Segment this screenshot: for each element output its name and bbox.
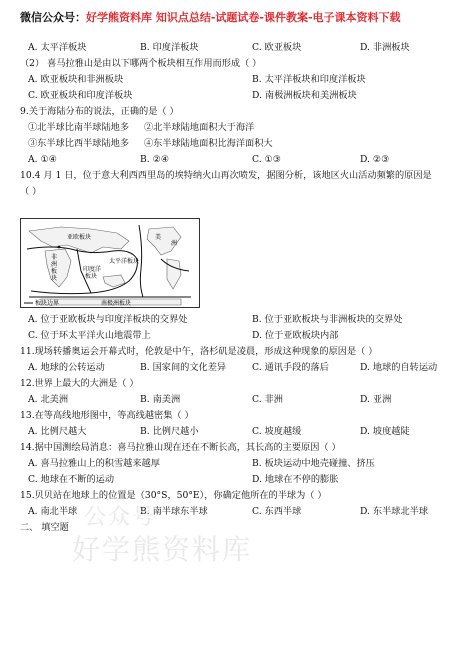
legend-text: 板块边界	[35, 300, 60, 307]
label-america-1: 美	[155, 234, 162, 241]
label-indian-2: 板块	[85, 273, 98, 280]
q8b-option-c: C. 欧亚板块和印度洋板块	[28, 90, 133, 101]
q15-option-b: B. 南半球东半球	[140, 506, 208, 517]
banner-prefix: 微信公众号：	[20, 11, 86, 24]
q9-statement-4: ④东半球陆地面积比海洋面积大	[144, 138, 273, 149]
q8a-option-b: B. 印度洋板块	[140, 42, 199, 53]
watermark-line1: 公众号	[84, 505, 157, 530]
plate-map	[20, 218, 200, 308]
q12-option-b: B. 南美洲	[140, 394, 181, 405]
q8a-option-d: D. 非洲板块	[360, 42, 410, 53]
q8b-option-a: A. 欧亚板块和非洲板块	[28, 74, 124, 85]
section-title-fill-in: 二、 填空题	[20, 522, 69, 533]
q11-stem: 11.现场转播奥运会开幕式时，伦敦是中午，洛杉矶是凌晨，形成这种现象的原因是（ ）	[20, 346, 378, 357]
label-pacific: 太平洋板块	[109, 258, 140, 265]
q12-option-a: A. 北美洲	[28, 394, 69, 405]
q13-stem: 13.在等高线地形图中，等高线越密集（ ）	[20, 410, 194, 421]
q12-stem: 12.世界上最大的大洲是（ ）	[20, 378, 139, 389]
africa-landmass	[45, 249, 71, 287]
q15-option-d: D. 东半球北半球	[360, 506, 429, 517]
q13-option-a: A. 比例尺越大	[28, 426, 87, 437]
label-africa-2: 洲	[51, 261, 58, 268]
q10-option-b: B. 位于亚欧板块与非洲板块的交界处	[252, 314, 403, 325]
etna-marker	[58, 246, 61, 249]
label-america-2: 洲	[171, 240, 178, 247]
label-indian-1: 印度洋	[83, 266, 102, 273]
header-banner	[20, 9, 460, 25]
q10-stem-line1: 10.4 月 1 日，位于意大利西西里岛的埃特纳火山再次喷发，据图分析，该地区火山活动频繁的原因是	[20, 170, 432, 181]
q14-option-d: D. 地球在不停的膨胀	[252, 474, 339, 485]
q12-option-c: C. 非洲	[252, 394, 283, 405]
watermark-line2: 好学熊资料库	[72, 533, 253, 566]
q11-option-c: C. 通讯手段的落后	[252, 362, 329, 373]
q10-option-a: A. 位于亚欧板块与印度洋板块的交界处	[28, 314, 188, 325]
q14-option-a: A. 喜马拉雅山上的积雪越来越厚	[28, 458, 160, 469]
q13-option-b: B. 比例尺越小	[140, 426, 199, 437]
label-africa-3: 板	[51, 268, 58, 275]
q9-stem: 9.关于海陆分布的说法，正确的是（ ）	[20, 106, 179, 117]
q9-option-c: C. ①③	[252, 154, 282, 165]
q9-option-a: A. ①④	[28, 154, 57, 165]
q10-stem-line2: （ ）	[20, 186, 42, 197]
q11-option-b: B. 国家间的文化差异	[140, 362, 227, 373]
label-eurasia: 亚欧板块	[67, 234, 92, 241]
q8a-option-a: A. 太平洋板块	[28, 42, 87, 53]
banner-main: 好学熊资料库 知识点总结-试题试卷-课件教案-电子课本资料下载	[86, 11, 401, 24]
q8a-option-c: C. 欧亚板块	[252, 42, 302, 53]
q12-option-d: D. 亚洲	[360, 394, 392, 405]
q15-option-a: A. 南北半球	[28, 506, 78, 517]
q9-statement-2: ②北半球陆地面积大于海洋	[144, 122, 255, 133]
q14-option-b: B. 板块运动中地壳碰撞、挤压	[252, 458, 375, 469]
q15-stem: 15.贝贝站在地球上的位置是（30°S，50°E），你确定他所在的半球为（ ）	[20, 490, 327, 501]
q14-option-c: C. 地球在不断的运动	[28, 474, 115, 485]
q9-statement-3: ③东半球比西半球陆地多	[28, 138, 130, 149]
q9-option-d: D. ②③	[360, 154, 390, 165]
plate-boundary-3	[139, 225, 143, 297]
q14-stem: 14.据中国测绘局消息：喜马拉雅山现在还在不断长高，其长高的主要原因（ ）	[20, 442, 341, 453]
q8b-stem: （2） 喜马拉雅山是由以下哪两个板块相互作用而形成（ ）	[20, 58, 262, 69]
q11-option-a: A. 地球的公转运动	[28, 362, 105, 373]
q10-option-c: C. 位于环太平洋火山地震带上	[28, 330, 151, 341]
q11-option-d: D. 地球的自转运动	[360, 362, 438, 373]
label-africa-4: 块	[51, 275, 58, 282]
plate-map-svg	[21, 219, 199, 307]
q8b-option-d: D. 南极洲板块和美洲板块	[252, 90, 357, 101]
q8b-option-b: B. 太平洋板块和印度洋板块	[252, 74, 366, 85]
label-antarctic: 南极洲板块	[101, 300, 132, 307]
q13-option-c: C. 坡度越缓	[252, 426, 302, 437]
q10-option-d: D. 位于亚欧板块内部	[252, 330, 339, 341]
south-america-landmass	[167, 259, 181, 289]
q9-option-b: B. ②④	[140, 154, 170, 165]
q13-option-d: D. 坡度越陡	[360, 426, 410, 437]
q9-statement-1: ①北半球比南半球陆地多	[28, 122, 130, 133]
q15-option-c: C. 东西半球	[252, 506, 302, 517]
label-africa-1: 非	[51, 254, 58, 261]
